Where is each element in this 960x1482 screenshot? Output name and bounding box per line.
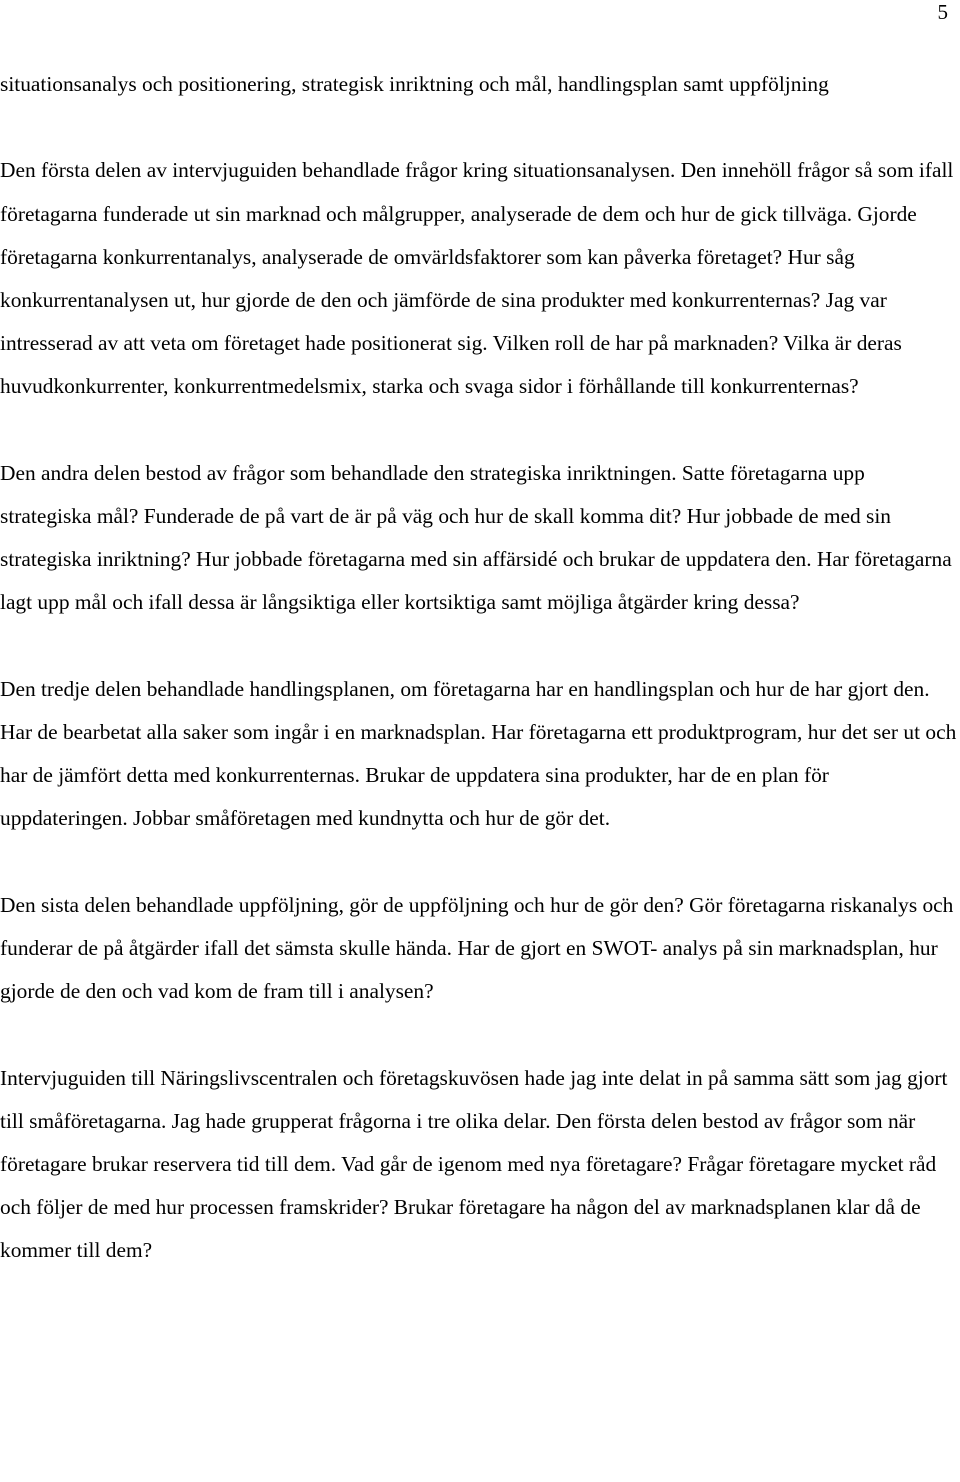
- page-number: 5: [937, 0, 948, 24]
- paragraph-action-plan: Den tredje delen behandlade handlingsplanen, om företagarna har en handlingsplan och hur de har gjort den. Har de bearbetat alla saker som ingår i en marknadsplan. Har företagarna ett produktprogram, hur det ser ut och har de jämfört detta med konkurrenternas. Brukar de uppdatera sina produkter, har de en plan för uppdateringen. Jobbar småföretagen med kundnytta och hur de gör det.: [0, 676, 957, 831]
- paragraph-follow-up: Den sista delen behandlade uppföljning, gör de uppföljning och hur de gör den? Gör företagarna riskanalys och funderar de på åtgärder ifall det sämsta skulle hända. Har de gjort en SWOT- analys på sin marknadsplan, hur gjorde de den och vad kom de fram till i analysen?: [0, 892, 954, 1004]
- paragraph-strategic-direction: Den andra delen bestod av frågor som behandlade den strategiska inriktningen. Satte företagarna upp strategiska mål? Funderade de på vart de är på väg och hur de skall komma dit? Hur jobbade de med sin strategiska inriktning? Hur jobbade företagarna med sin affärsidé och brukar de uppdatera den. Har företagarna lagt upp mål och ifall dessa är långsiktiga eller kortsiktiga samt möjliga åtgärder kring dessa?: [0, 460, 952, 615]
- paragraph-interview-guide: Intervjuguiden till Näringslivscentralen och företagskuvösen hade jag inte delat in på samma sätt som jag gjort till småföretagarna. Jag hade grupperat frågorna i tre olika delar. Den första delen bestod av frågor som när företagare brukar reservera tid till dem. Vad går de igenom med nya företagare? Frågar företagare mycket råd och följer de med hur processen framskrider? Brukar företagare ha någon del av marknadsplanen klar då de kommer till dem?: [0, 1065, 948, 1263]
- document-body: [0, 63, 958, 1273]
- paragraph-situation-analysis: Den första delen av intervjuguiden behandlade frågor kring situationsanalysen. Den innehöll frågor så som ifall företagarna funderade ut sin marknad och målgrupper, analyserade de dem och hur de gick tillväga. Gjorde företagarna konkurrentanalys, analyserade de omvärldsfaktorer som kan påverka företaget? Hur såg konkurrentanalysen ut, hur gjorde de den och jämförde de sina produkter med konkurrenternas? Jag var intresserad av att veta om företaget hade positionerat sig. Vilken roll de har på marknaden? Vilka är deras huvudkonkurrenter, konkurrentmedelsmix, starka och svaga sidor i förhållande till konkurrenternas?: [0, 158, 954, 399]
- paragraph-list-continuation: situationsanalys och positionering, strategisk inriktning och mål, handlingsplan samt uppföljning: [0, 72, 829, 96]
